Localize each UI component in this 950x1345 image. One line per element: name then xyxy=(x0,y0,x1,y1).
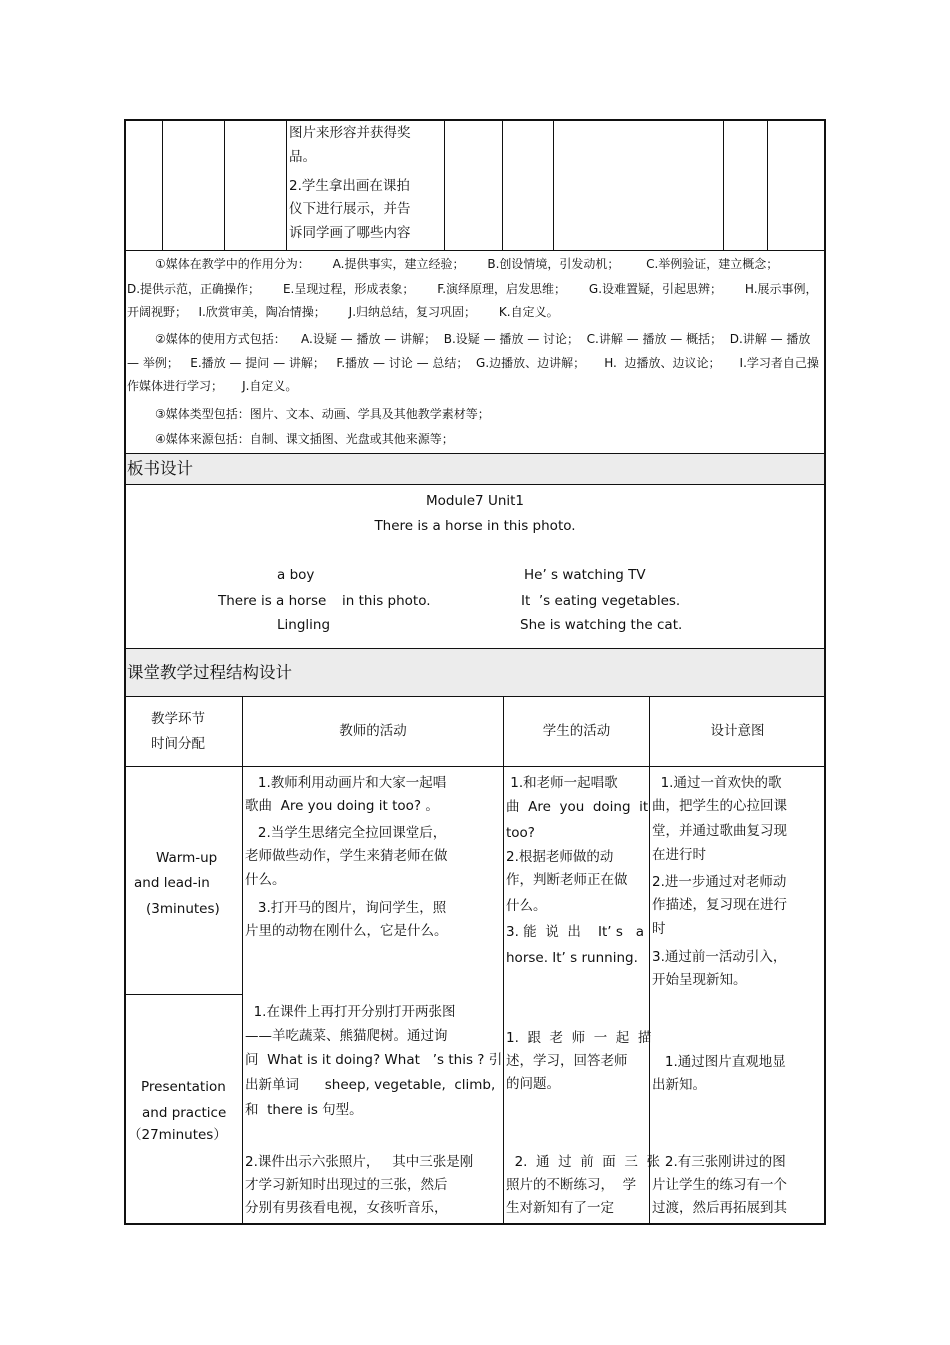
row-divider xyxy=(125,994,243,995)
design-intent: 作描述，复习现在进行 xyxy=(652,897,787,913)
design-intent: 时 xyxy=(652,921,666,937)
teacher-activity: 2.当学生思绪完全拉回课堂后， xyxy=(245,825,447,841)
teacher-activity: 什么。 xyxy=(245,872,286,888)
design-intent: 过渡，然后再拓展到其 xyxy=(652,1200,787,1216)
student-activity: 2. 通 过 前 面 三 张 xyxy=(506,1154,660,1170)
design-intent: 出新知。 xyxy=(652,1077,706,1093)
student-activity: 的问题。 xyxy=(506,1076,560,1092)
design-intent: 2.进一步通过对老师动 xyxy=(652,874,787,890)
student-activity: 曲 Are you doing it xyxy=(506,799,649,815)
stage-cell: Presentation xyxy=(141,1079,226,1095)
process-heading: 课堂教学过程结构设计 xyxy=(127,663,292,682)
teacher-activity: 和 there is 句型。 xyxy=(245,1102,363,1118)
teacher-activity: 片里的动物在刚什么，它是什么。 xyxy=(245,923,448,939)
header-teacher: 教师的活动 xyxy=(339,723,407,739)
stage-cell: （27minutes） xyxy=(128,1127,227,1143)
stage-cell: (3minutes) xyxy=(146,901,220,917)
design-intent: 1.通过一首欢快的歌 xyxy=(652,775,782,791)
teacher-activity: 才学习新知时出现过的三张，然后 xyxy=(245,1177,448,1193)
header-stage: 时间分配 xyxy=(151,736,205,752)
row-divider xyxy=(125,766,825,767)
note-media-role: ①媒体在教学中的作用分为： A.提供事实，建立经验； B.创设情境，引发动机； C.举例验证，建立概念； xyxy=(155,257,779,271)
note-media-type: ③媒体类型包括：图片、文本、动画、学具及其他教学素材等； xyxy=(155,407,490,421)
teacher-activity: ——羊吃蔬菜、熊猫爬树。通过询 xyxy=(245,1028,448,1044)
top-col-divider xyxy=(553,120,554,250)
top-col-divider xyxy=(224,120,225,250)
row-divider xyxy=(125,696,825,697)
board-subtitle: There is a horse in this photo. xyxy=(374,518,576,534)
teacher-activity: 出新单词 sheep, vegetable, climb, xyxy=(245,1077,496,1093)
note-media-role: 开阔视野； I.欣赏审美，陶冶情操； J.归纳总结，复习巩固； K.自定义。 xyxy=(127,305,559,319)
design-intent: 3.通过前一活动引入， xyxy=(652,949,787,965)
header-stage: 教学环节 xyxy=(151,711,205,727)
stage-cell: and lead-in xyxy=(134,875,210,891)
header-student: 学生的活动 xyxy=(542,723,611,739)
student-activity: 述，学习，回答老师 xyxy=(506,1053,628,1069)
teacher-activity: 问 What is it doing? What ’s this ? 引 xyxy=(245,1052,503,1068)
process-col-divider xyxy=(649,697,650,1224)
student-activity: 作，判断老师正在做 xyxy=(506,872,628,888)
note-media-role: D.提供示范，正确操作； E.呈现过程，形成表象； F.演绎原理，启发思维； G.设难置疑，引起思辨； H.展示事例， xyxy=(127,282,818,296)
top-col-divider xyxy=(286,120,287,250)
top-col-divider xyxy=(162,120,163,250)
board-heading-bg xyxy=(126,454,824,484)
student-activity: 2.根据老师做的动 xyxy=(506,849,614,865)
note-media-source: ④媒体来源包括：自制、课文插图、光盘或其他来源等； xyxy=(155,432,454,446)
design-intent: 片让学生的练习有一个 xyxy=(652,1177,787,1193)
teacher-activity: 1.教师利用动画片和大家一起唱 xyxy=(245,775,447,791)
teacher-activity: 歌曲 Are you doing it too? 。 xyxy=(245,798,439,814)
note-media-usage: — 举例； E.播放 — 提问 — 讲解； F.播放 — 讨论 — 总结； G.边播放、边讲解； H. 边播放、边议论； I.学习者自己操 xyxy=(127,356,819,370)
process-col-divider xyxy=(503,697,504,1224)
fragment-line: 2.学生拿出画在课拍 xyxy=(289,178,410,194)
design-intent: 1.通过图片直观地显 xyxy=(652,1054,786,1070)
student-activity: 照片的不断练习， 学 xyxy=(506,1177,637,1193)
top-col-divider xyxy=(767,120,768,250)
student-activity: horse. It’ s running. xyxy=(506,950,638,966)
teacher-activity: 分别有男孩看电视，女孩听音乐， xyxy=(245,1200,448,1216)
teacher-activity: 2.课件出示六张照片， 其中三张是刚 xyxy=(245,1154,474,1170)
note-media-usage: ②媒体的使用方式包括： A.设疑 — 播放 — 讲解； B.设疑 — 播放 — 讨论； C.讲解 — 播放 — 概括； D.讲解 — 播放 xyxy=(155,332,811,346)
board-right-line: He’ s watching TV xyxy=(524,567,646,583)
design-intent: 曲，把学生的心拉回课 xyxy=(652,798,787,814)
student-activity: 1.和老师一起唱歌 xyxy=(506,775,618,791)
stage-cell: Warm-up xyxy=(156,850,218,866)
design-intent: 开始呈现新知。 xyxy=(652,972,747,988)
design-intent: 在进行时 xyxy=(652,847,706,863)
stage-cell: and practice xyxy=(142,1105,227,1121)
board-right-line: She is watching the cat. xyxy=(520,617,683,633)
top-col-divider xyxy=(502,120,503,250)
fragment-line: 仪下进行展示，并告 xyxy=(289,201,411,217)
fragment-line: 图片来形容并获得奖 xyxy=(289,125,411,141)
row-divider xyxy=(125,250,825,251)
board-heading: 板书设计 xyxy=(127,459,193,478)
board-title: Module7 Unit1 xyxy=(425,493,525,509)
row-divider xyxy=(125,484,825,485)
design-intent: 堂，并通过歌曲复习现 xyxy=(652,823,787,839)
student-activity: 3. 能 说 出 It’ s a xyxy=(506,924,645,940)
teacher-activity: 3.打开马的图片，询问学生，照 xyxy=(245,900,447,916)
board-left-word: Lingling xyxy=(277,617,331,633)
design-intent: 2.有三张刚讲过的图 xyxy=(652,1154,786,1170)
student-activity: 生对新知有了一定 xyxy=(506,1200,614,1216)
fragment-line: 品。 xyxy=(289,149,316,165)
fragment-line: 诉同学画了哪些内容 xyxy=(289,225,411,241)
top-col-divider xyxy=(723,120,724,250)
teacher-activity: 老师做些动作，学生来猜老师在做 xyxy=(245,848,448,864)
top-col-divider xyxy=(444,120,445,250)
student-activity: 什么。 xyxy=(506,898,547,914)
student-activity: 1. 跟 老 师 一 起 描 xyxy=(506,1030,652,1046)
board-left-word: a boy xyxy=(277,567,315,583)
header-intent: 设计意图 xyxy=(710,723,765,739)
note-media-usage: 作媒体进行学习； J.自定义。 xyxy=(127,379,298,393)
teacher-activity: 1.在课件上再打开分别打开两张图 xyxy=(245,1004,456,1020)
board-right-line: It ’s eating vegetables. xyxy=(521,593,681,609)
student-activity: too? xyxy=(506,825,535,841)
process-col-divider xyxy=(242,697,243,1224)
board-left-main: There is a horse xyxy=(218,593,327,609)
board-left-tail: in this photo. xyxy=(342,593,431,609)
